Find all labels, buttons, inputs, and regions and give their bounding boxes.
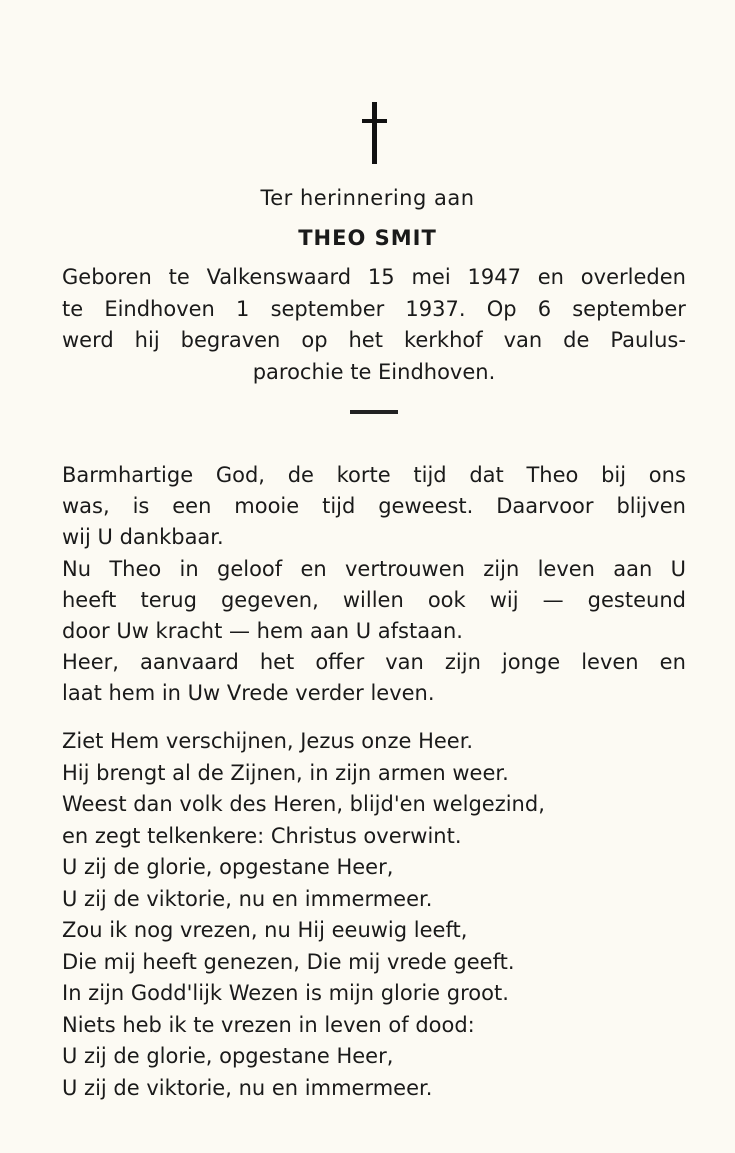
hymn-line: U zij de glorie, opgestane Heer, [62,1044,394,1068]
prayer-line: heeft terug gegeven, willen ook wij — gesteund [62,587,686,612]
announcement-line: werd hij begraven op het kerkhof van de Paulus- [62,328,686,352]
divider-line [350,410,398,414]
prayer-line: Barmhartige God, de korte tijd dat Theo bij ons [62,463,686,487]
prayer-line: Nu Theo in geloof en vertrouwen zijn leven aan U [62,556,686,581]
cross-icon [360,102,390,164]
hymn-line: U zij de viktorie, nu en immermeer. [62,1075,433,1100]
prayer-line: wij U dankbaar. [62,525,224,550]
hymn-line: Niets heb ik te vrezen in leven of dood: [62,1012,475,1037]
prayer-line: Heer, aanvaard het offer van zijn jonge leven en [62,650,686,675]
hymn-line: In zijn Godd'lijk Wezen is mijn glorie groot. [62,981,509,1005]
deceased-name: THEO SMIT [298,226,437,250]
hymn-line: Weest dan volk des Heren, blijd'en welgezind, [62,792,545,816]
prayer-line: door Uw kracht — hem aan U afstaan. [62,619,463,644]
hymn-line: Die mij heeft genezen, Die mij vrede geeft. [62,949,515,974]
hymn-line: Ziet Hem verschijnen, Jezus onze Heer. [62,729,474,753]
hymn-block [62,726,686,1104]
hymn-line: U zij de viktorie, nu en immermeer. [62,886,433,911]
announcement-line: te Eindhoven 1 september 1937. Op 6 september [62,296,686,321]
hymn-line: Zou ik nog vrezen, nu Hij eeuwig leeft, [62,918,468,942]
hymn-line: Hij brengt al de Zijnen, in zijn armen weer. [62,760,509,785]
announcement-line: Geboren te Valkenswaard 15 mei 1947 en overleden [62,265,686,289]
announcement-line: parochie te Eindhoven. [252,359,496,384]
hymn-line: U zij de glorie, opgestane Heer, [62,855,394,879]
prayer-line: was, is een mooie tijd geweest. Daarvoor blijven [62,494,686,519]
hymn-line: en zegt telkenkere: Christus overwint. [62,823,462,848]
prayer-line: laat hem in Uw Vrede verder leven. [62,681,435,706]
prayer-block [62,460,686,710]
intro-text: Ter herinnering aan [260,186,475,210]
announcement-block [62,262,686,388]
